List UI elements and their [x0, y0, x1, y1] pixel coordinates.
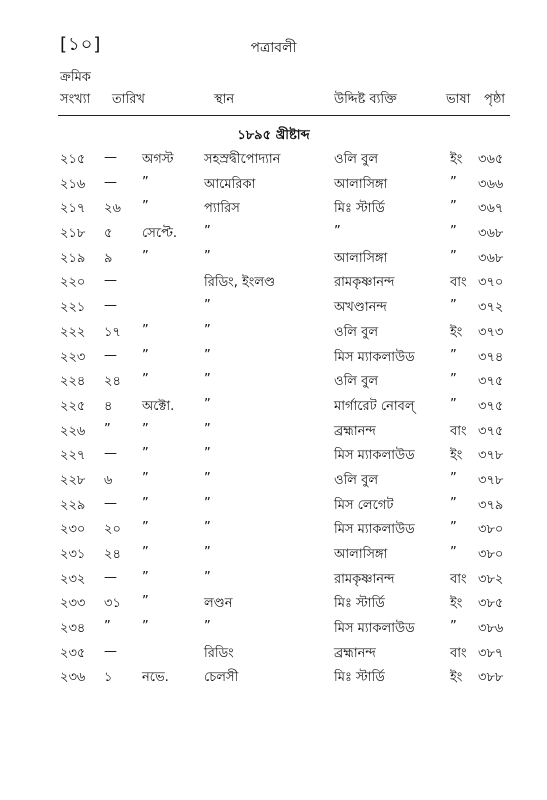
- cell-day: ১: [104, 670, 113, 686]
- cell-month: ”: [142, 545, 149, 560]
- cell-language: ”: [450, 470, 457, 486]
- cell-language: ইং: [450, 596, 463, 612]
- table-row: [0, 541, 547, 566]
- cell-serial: ২২৬: [60, 423, 86, 439]
- cell-month: নভে.: [142, 670, 169, 686]
- cell-language: বাং: [450, 275, 467, 291]
- cell-addressee: ”: [334, 224, 341, 240]
- cell-place: ”: [204, 347, 211, 363]
- cell-language: ইং: [450, 324, 463, 340]
- table-row: [0, 467, 547, 492]
- cell-month: ”: [142, 470, 149, 486]
- cell-page: ৩৭২: [478, 300, 504, 316]
- cell-place: ”: [204, 495, 211, 511]
- cell-place: ”: [204, 224, 211, 240]
- table-row: [0, 492, 547, 517]
- cell-day: ২০: [104, 522, 121, 538]
- cell-page: ৩৮৬: [478, 621, 504, 637]
- cell-addressee: মিঃ স্টার্ডি: [334, 201, 385, 217]
- cell-serial: ২১৮: [60, 226, 86, 242]
- cell-serial: ২৩১: [60, 547, 86, 562]
- cell-month: অক্টো.: [142, 398, 175, 414]
- header-rule: [58, 115, 510, 116]
- cell-page: ৩৭৯: [478, 497, 504, 513]
- cell-addressee: ওলি বুল: [334, 374, 379, 390]
- cell-day: ২৪: [104, 374, 121, 390]
- cell-day: —: [104, 273, 117, 289]
- cell-page: ৩৬৫: [478, 152, 504, 167]
- cell-language: ইং: [450, 670, 463, 686]
- table-row: [0, 418, 547, 443]
- cell-serial: ২২৫: [60, 398, 86, 414]
- cell-serial: ২২৪: [60, 374, 86, 390]
- cell-place: ”: [204, 372, 211, 388]
- cell-place: ”: [204, 298, 211, 314]
- table-row: [0, 664, 547, 689]
- cell-day: —: [104, 347, 117, 363]
- cell-place: ”: [204, 396, 211, 412]
- cell-page: ৩৭৫: [478, 398, 504, 414]
- table-row: [0, 590, 547, 615]
- table-row: [0, 171, 547, 196]
- cell-addressee: মিস লেগেট: [334, 497, 394, 513]
- page-number: [১০]: [60, 34, 102, 55]
- cell-month: ”: [142, 495, 149, 511]
- cell-serial: ২২৩: [60, 349, 86, 365]
- cell-place: প্যারিস: [204, 201, 240, 217]
- cell-addressee: মিস ম্যাকলাউড: [334, 621, 415, 637]
- table-row: [0, 640, 547, 665]
- table-row: [0, 146, 547, 171]
- table-row: [0, 615, 547, 640]
- cell-serial: ২২৭: [60, 448, 86, 464]
- cell-place: ”: [204, 619, 211, 635]
- cell-addressee: মিঃ স্টার্ডি: [334, 670, 385, 686]
- cell-month: ”: [142, 569, 149, 585]
- cell-day: ৬: [104, 472, 113, 488]
- table-row: [0, 220, 547, 245]
- cell-addressee: ব্রহ্মানন্দ: [334, 645, 376, 661]
- cell-serial: ২২১: [60, 300, 86, 316]
- cell-serial: ২৩০: [60, 522, 86, 538]
- cell-place: ”: [204, 545, 211, 560]
- cell-language: ”: [450, 396, 457, 412]
- header-addressee: উদ্দিষ্ট ব্যক্তি: [334, 92, 397, 107]
- cell-month: ”: [142, 594, 149, 610]
- cell-page: ৩৭০: [478, 275, 504, 291]
- cell-month: ”: [142, 372, 149, 388]
- cell-addressee: অখণ্ডানন্দ: [334, 300, 387, 316]
- cell-month: ”: [142, 347, 149, 363]
- cell-page: ৩৮২: [478, 571, 504, 587]
- year-heading: ১৮৯৫ খ্রীষ্টাব্দ: [237, 128, 310, 143]
- cell-language: ”: [450, 199, 457, 215]
- cell-language: বাং: [450, 571, 467, 587]
- cell-day: ৩১: [104, 596, 121, 612]
- cell-month: ”: [142, 199, 149, 215]
- cell-serial: ২১৯: [60, 250, 86, 266]
- cell-language: ”: [450, 174, 457, 190]
- table-row: [0, 344, 547, 369]
- header-place: স্থান: [214, 92, 235, 107]
- cell-page: ৩৭৮: [478, 472, 504, 488]
- cell-addressee: মিঃ স্টার্ডি: [334, 596, 385, 612]
- table-row: [0, 442, 547, 467]
- cell-page: ৩৮৮: [478, 670, 504, 686]
- cell-language: ইং: [450, 448, 463, 464]
- cell-day: ১৭: [104, 324, 121, 340]
- cell-place: ”: [204, 248, 211, 264]
- cell-serial: ২১৭: [60, 201, 86, 217]
- cell-language: ”: [450, 224, 457, 240]
- letters-table: [0, 146, 547, 689]
- cell-day: —: [104, 298, 117, 314]
- cell-addressee: রামকৃষ্ণানন্দ: [334, 275, 395, 291]
- cell-month: সেপ্টে.: [142, 226, 178, 242]
- cell-page: ৩৮৭: [478, 645, 504, 661]
- cell-place: রিডিং, ইংলণ্ড: [204, 275, 276, 291]
- running-title: পত্রাবলী: [250, 40, 297, 56]
- cell-language: ”: [450, 495, 457, 511]
- cell-day: ২৬: [104, 201, 121, 217]
- cell-page: ৩৬৮: [478, 226, 504, 242]
- cell-day: —: [104, 643, 117, 659]
- cell-day: ৯: [104, 250, 113, 266]
- header-serial-line2: সংখ্যা: [60, 92, 91, 107]
- cell-page: ৩৭৫: [478, 374, 504, 390]
- cell-language: বাং: [450, 423, 467, 439]
- table-row: [0, 368, 547, 393]
- cell-place: ”: [204, 520, 211, 536]
- cell-addressee: আলাসিঙ্গা: [334, 547, 388, 562]
- cell-place: রিডিং: [204, 645, 234, 661]
- cell-day: —: [104, 446, 117, 462]
- cell-month: ”: [142, 619, 149, 635]
- cell-day: —: [104, 495, 117, 511]
- cell-page: ৩৬৬: [478, 176, 504, 192]
- cell-page: ৩৮০: [478, 522, 504, 538]
- cell-day: —: [104, 174, 117, 190]
- cell-addressee: মিস ম্যাকলাউড: [334, 349, 415, 365]
- cell-place: চেলসী: [204, 670, 239, 686]
- cell-addressee: মিস ম্যাকলাউড: [334, 522, 415, 538]
- cell-serial: ২১৬: [60, 176, 86, 192]
- cell-day: ”: [104, 421, 111, 437]
- header-language: ভাষা: [446, 92, 471, 107]
- cell-page: ৩৭৮: [478, 448, 504, 464]
- cell-day: —: [104, 569, 117, 585]
- cell-serial: ২২৮: [60, 472, 86, 488]
- cell-serial: ২৩৬: [60, 670, 86, 686]
- header-page: পৃষ্ঠা: [484, 92, 506, 107]
- cell-month: ”: [142, 446, 149, 462]
- cell-place: সহস্রদ্বীপোদ্যান: [204, 152, 281, 167]
- table-row: [0, 269, 547, 294]
- cell-serial: ২২৯: [60, 497, 86, 513]
- cell-day: ৪: [104, 398, 113, 414]
- cell-language: ”: [450, 520, 457, 536]
- cell-place: ”: [204, 470, 211, 486]
- cell-place: ”: [204, 421, 211, 437]
- table-row: [0, 245, 547, 270]
- cell-month: ”: [142, 174, 149, 190]
- cell-language: ”: [450, 347, 457, 363]
- cell-language: ইং: [450, 152, 463, 167]
- cell-addressee: আলাসিঙ্গা: [334, 250, 388, 266]
- cell-addressee: ব্রহ্মানন্দ: [334, 423, 376, 439]
- table-row: [0, 195, 547, 220]
- cell-day: —: [104, 150, 117, 165]
- table-row: [0, 294, 547, 319]
- cell-place: ”: [204, 322, 211, 338]
- cell-language: ”: [450, 248, 457, 264]
- cell-month: অগস্ট: [142, 152, 174, 167]
- cell-page: ৩৬৭: [478, 201, 504, 217]
- cell-page: ৩৭৫: [478, 423, 504, 439]
- cell-month: ”: [142, 322, 149, 338]
- cell-serial: ২৩২: [60, 571, 86, 587]
- cell-day: ৫: [104, 226, 113, 242]
- table-row: [0, 516, 547, 541]
- cell-page: ৩৮৫: [478, 596, 504, 612]
- cell-serial: ২২০: [60, 275, 86, 291]
- cell-addressee: আলাসিঙ্গা: [334, 176, 388, 192]
- cell-addressee: মিস ম্যাকলাউড: [334, 448, 415, 464]
- cell-addressee: মার্গারেট নোবল্: [334, 398, 415, 414]
- cell-serial: ২১৫: [60, 152, 86, 167]
- cell-page: ৩৬৮: [478, 250, 504, 266]
- cell-language: ”: [450, 619, 457, 635]
- cell-serial: ২৩৫: [60, 645, 86, 661]
- cell-addressee: ওলি বুল: [334, 152, 379, 167]
- cell-addressee: ওলি বুল: [334, 324, 379, 340]
- cell-day: ২৪: [104, 547, 121, 562]
- cell-language: ”: [450, 372, 457, 388]
- table-row: [0, 393, 547, 418]
- cell-serial: ২৩৩: [60, 596, 86, 612]
- cell-place: আমেরিকা: [204, 176, 256, 192]
- cell-page: ৩৮০: [478, 547, 504, 562]
- cell-place: লণ্ডন: [204, 596, 233, 612]
- header-serial-line1: ক্রমিক: [60, 70, 91, 85]
- cell-page: ৩৭৩: [478, 324, 504, 340]
- cell-day: ”: [104, 619, 111, 635]
- cell-month: ”: [142, 421, 149, 437]
- table-row: [0, 566, 547, 591]
- cell-page: ৩৭৪: [478, 349, 504, 365]
- cell-addressee: রামকৃষ্ণানন্দ: [334, 571, 395, 587]
- cell-month: ”: [142, 248, 149, 264]
- cell-serial: ২২২: [60, 324, 86, 340]
- cell-place: ”: [204, 569, 211, 585]
- table-row: [0, 319, 547, 344]
- cell-language: বাং: [450, 645, 467, 661]
- cell-addressee: ওলি বুল: [334, 472, 379, 488]
- cell-serial: ২৩৪: [60, 621, 86, 637]
- header-date: তারিখ: [112, 92, 145, 107]
- cell-place: ”: [204, 446, 211, 462]
- cell-language: ”: [450, 298, 457, 314]
- cell-language: ”: [450, 545, 457, 560]
- cell-month: ”: [142, 520, 149, 536]
